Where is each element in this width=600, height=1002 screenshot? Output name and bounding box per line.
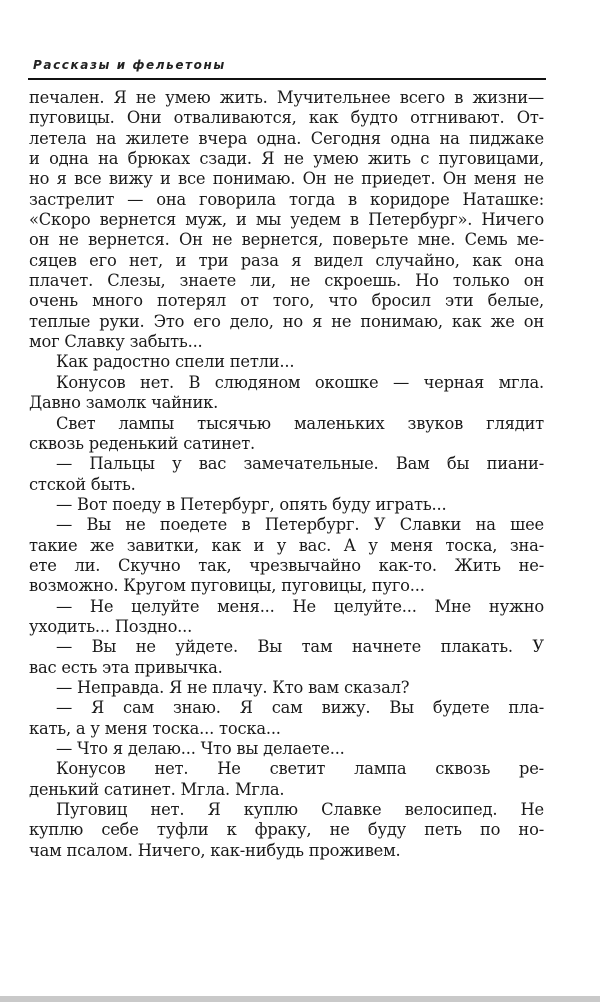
text-line: застрелит — она говорила тогда в коридоре Наташке: <box>29 189 544 209</box>
text-line: пуговицы. Они отваливаются, как будто отгнивают. От- <box>29 108 544 128</box>
text-line: — Что я делаю... Что вы делаете... <box>56 739 345 758</box>
page-bottom-edge <box>0 996 600 1002</box>
text-line: стской быть. <box>29 474 136 494</box>
text-line: чам псалом. Ничего, как-нибудь проживем. <box>29 840 401 860</box>
text-line: вас есть эта привычка. <box>29 657 223 677</box>
text-line: кать, а у меня тоска... тоска... <box>29 718 281 738</box>
header-rule <box>28 78 546 80</box>
text-line: Свет лампы тысячью маленьких звуков глядит <box>56 413 544 433</box>
text-line: но я все вижу и все понимаю. Он не приедет. Он меня не <box>29 169 544 189</box>
text-line: — Неправда. Я не плачу. Кто вам сказал? <box>56 677 410 697</box>
text-line: мог Славку забыть... <box>29 332 203 352</box>
body-text <box>29 88 544 861</box>
text-line: очень много потерял от того, что бросил эти белые, <box>29 291 544 311</box>
text-line: сяцев его нет, и три раза я видел случайно, как она <box>29 250 544 270</box>
text-line: — Я сам знаю. Я сам вижу. Вы будете пла- <box>56 698 544 718</box>
text-line: Как радостно спели петли... <box>56 352 295 372</box>
text-line: сквозь реденький сатинет. <box>29 433 256 453</box>
text-line: летела на жилете вчера одна. Сегодня одна на пиджаке <box>29 128 544 148</box>
text-line: такие же завитки, как и у вас. А у меня тоска, зна- <box>29 535 544 555</box>
text-line: Давно замолк чайник. <box>29 393 219 413</box>
text-line: печален. Я не умею жить. Мучительнее всего в жизни— <box>29 88 544 107</box>
text-line: Пуговиц нет. Я куплю Славке велосипед. Не <box>56 800 544 820</box>
text-line: «Скоро вернется муж, и мы уедем в Петербург». Ничего <box>29 210 544 230</box>
text-line: денький сатинет. Мгла. Мгла. <box>29 779 285 799</box>
text-line: — Пальцы у вас замечательные. Вам бы пиани- <box>56 454 544 474</box>
text-line: куплю себе туфли к фраку, не буду петь по но- <box>29 820 544 840</box>
text-line: он не вернется. Он не вернется, поверьте мне. Семь ме- <box>29 230 544 250</box>
text-line: — Вот поеду в Петербург, опять буду играть... <box>56 494 447 514</box>
text-line: и одна на брюках сзади. Я не умею жить с пуговицами, <box>29 149 544 169</box>
text-line: — Вы не уйдете. Вы там начнете плакать. У <box>56 637 544 657</box>
text-line: — Не целуйте меня... Не целуйте... Мне нужно <box>56 596 544 616</box>
text-line: теплые руки. Это его дело, но я не понимаю, как же он <box>29 311 544 331</box>
text-line: Конусов нет. Не светит лампа сквозь ре- <box>56 759 544 779</box>
text-line: плачет. Слезы, знаете ли, не скроешь. Но только он <box>29 271 544 291</box>
text-line: уходить... Поздно... <box>29 616 193 636</box>
running-head: Рассказы и фельетоны <box>33 58 226 72</box>
text-line: возможно. Кругом пуговицы, пуговицы, пуго... <box>29 576 425 596</box>
text-line: ете ли. Скучно так, чрезвычайно как-то. Жить не- <box>29 555 544 575</box>
text-line: Конусов нет. В слюдяном окошке — черная мгла. <box>56 372 544 392</box>
text-line: — Вы не поедете в Петербург. У Славки на шее <box>56 515 544 535</box>
